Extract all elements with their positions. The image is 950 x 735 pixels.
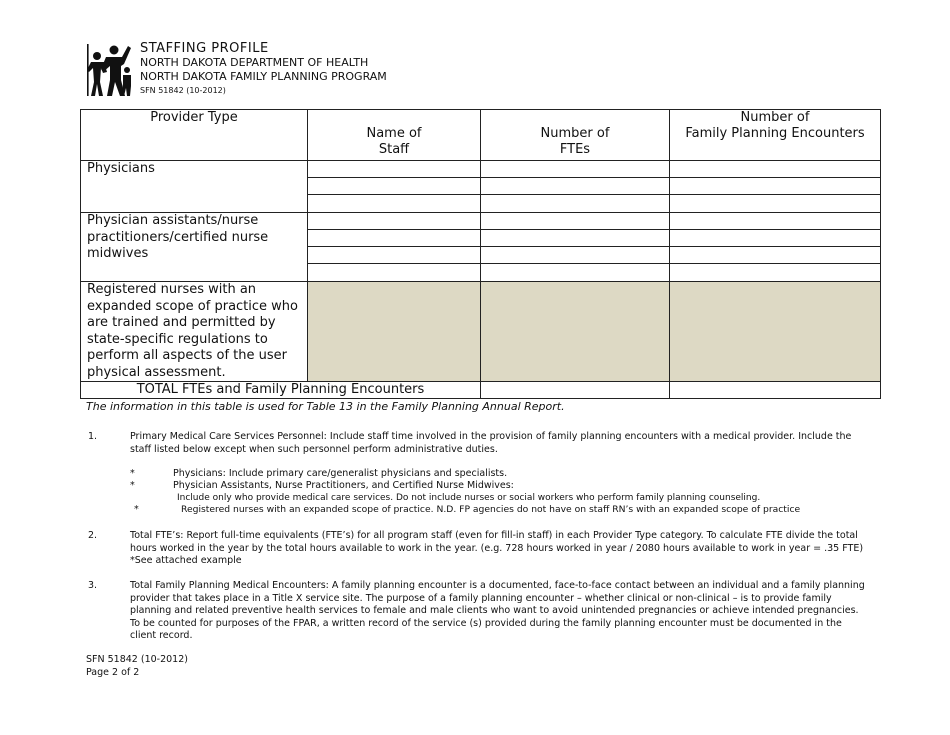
input-cell[interactable] — [481, 213, 670, 230]
instruction-1: Primary Medical Care Services Personnel: Include staff time involved in the provision of family planning encounters with a medical provider. Include the staff listed below except when such personnel perform administrative duties. — [130, 431, 852, 455]
shaded-cell — [481, 282, 670, 382]
input-cell[interactable] — [670, 161, 881, 178]
footer-form-id: SFN 51842 (10-2012) — [86, 654, 188, 665]
item-number: 1. — [88, 431, 98, 442]
input-cell[interactable] — [670, 230, 881, 247]
total-encounters-cell[interactable] — [670, 382, 881, 399]
row-label-physician-assistants: Physician assistants/nurse practitioners/certified nurse midwives — [81, 213, 308, 282]
header-provider-type: Provider Type — [81, 110, 308, 161]
bullet-mark: * — [130, 480, 135, 491]
program-name: NORTH DAKOTA FAMILY PLANNING PROGRAM — [140, 70, 387, 83]
footer-page-number: Page 2 of 2 — [86, 667, 140, 678]
input-cell[interactable] — [481, 247, 670, 264]
input-cell[interactable] — [670, 195, 881, 213]
item-number: 2. — [88, 530, 98, 541]
form-title: STAFFING PROFILE — [140, 41, 269, 56]
header-name-of-staff: Name of Staff — [308, 110, 481, 161]
nd-health-logo — [86, 42, 132, 98]
shaded-cell — [670, 282, 881, 382]
input-cell[interactable] — [670, 178, 881, 195]
input-cell[interactable] — [308, 178, 481, 195]
bullet-mark: * — [134, 504, 139, 515]
document-header — [140, 42, 387, 98]
input-cell[interactable] — [308, 195, 481, 213]
bullet-mark: * — [130, 468, 135, 479]
header-number-of-ftes: Number of FTEs — [481, 110, 670, 161]
input-cell[interactable] — [308, 161, 481, 178]
instruction-2: Total FTE’s: Report full-time equivalents (FTE’s) for all program staff (even for fill-in staff) in each Provider Type category. To calculate FTE divide the total hours worked in the year by the total hours available to work in the year. (e.g. 728 hours worked in year / 2080 hours available to work in year = .35 FTE) *See attached example — [130, 530, 864, 566]
bullet-physician-assistants: Physician Assistants, Nurse Practitioners, and Certified Nurse Midwives: — [173, 480, 514, 491]
input-cell[interactable] — [308, 213, 481, 230]
staffing-table — [80, 109, 881, 399]
input-cell[interactable] — [308, 264, 481, 282]
bullet-physicians: Physicians: Include primary care/generalist physicians and specialists. — [173, 468, 508, 479]
input-cell[interactable] — [670, 213, 881, 230]
input-cell[interactable] — [670, 264, 881, 282]
row-label-physicians: Physicians — [81, 161, 308, 213]
form-id: SFN 51842 (10-2012) — [140, 86, 226, 95]
input-cell[interactable] — [670, 247, 881, 264]
input-cell[interactable] — [481, 178, 670, 195]
input-cell[interactable] — [308, 247, 481, 264]
header-encounters: Number of Family Planning Encounters — [670, 110, 881, 161]
input-cell[interactable] — [481, 161, 670, 178]
page-footer — [86, 653, 188, 679]
input-cell[interactable] — [481, 230, 670, 247]
total-label: TOTAL FTEs and Family Planning Encounters — [81, 382, 481, 399]
row-label-registered-nurses: Registered nurses with an expanded scope of practice who are trained and permitted by state-specific regulations to perform all aspects of the user physical assessment. — [81, 282, 308, 382]
bullet-registered-nurses: Registered nurses with an expanded scope of practice. N.D. FP agencies do not have on staff RN’s with an expanded scope of practice — [181, 504, 801, 515]
total-ftes-cell[interactable] — [481, 382, 670, 399]
table-note: The information in this table is used for Table 13 in the Family Planning Annual Report. — [86, 400, 565, 413]
department-name: NORTH DAKOTA DEPARTMENT OF HEALTH — [140, 56, 369, 69]
input-cell[interactable] — [308, 230, 481, 247]
input-cell[interactable] — [481, 264, 670, 282]
input-cell[interactable] — [481, 195, 670, 213]
bullet-physician-assistants-detail: Include only who provide medical care services. Do not include nurses or social workers who perform family planning counseling. — [177, 493, 761, 503]
instruction-3: Total Family Planning Medical Encounters: A family planning encounter is a documented, face-to-face contact between an individual and a family planning provider that takes place in a Title X service site. The purpose of a family planning encounter – whether clinical or non-clinical – is to provide family planning and related preventive health services to female and male clients who want to avoid unintended pregnancies or achieve intended pregnancies. To be counted for purposes of the FPAR, a written record of the service (s) provided during the family planning encounter must be documented in the client record. — [130, 580, 865, 641]
item-number: 3. — [88, 580, 98, 591]
shaded-cell — [308, 282, 481, 382]
